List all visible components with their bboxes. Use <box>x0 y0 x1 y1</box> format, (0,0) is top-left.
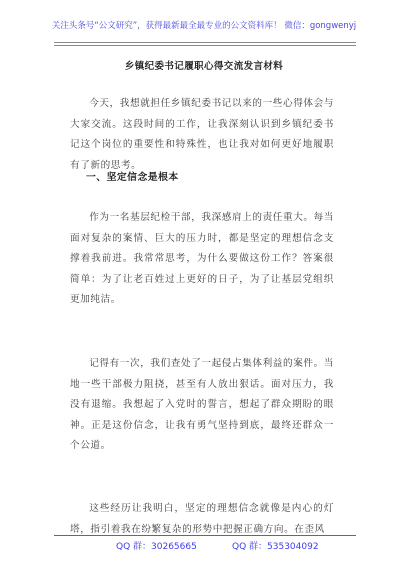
header-note: 关注头条号“公文研究”，获得最新最全最专业的公文资料库！ 微信：gongwenyj <box>51 21 357 31</box>
paragraph-intro <box>70 94 334 176</box>
paragraph-lighthouse <box>70 499 334 540</box>
paragraph-text: 记得有一次，我们查处了一起侵占集体利益的案件。当地一些干部极力阻挠，甚至有人放出狠话。面对压力，我没有退缩。我想起了入党时的誓言，想起了群众期盼的眼神。正是这份信念，让我有勇气坚持到底，最终还群众一个公道。 <box>70 358 334 451</box>
section-heading: 一、坚定信念是根本 <box>86 172 179 183</box>
footer-qq-group-1: QQ 群：30265665 <box>116 542 197 552</box>
paragraph-text: 作为一名基层纪检干部，我深感肩上的责任重大。每当面对复杂的案情、巨大的压力时，都是坚定的理想信念支撑着我前进。我常常思考，为什么要做这份工作？答案很简单：为了让老百姓过上更好的日子，为了让基层党组织更加纯洁。 <box>70 212 334 305</box>
header-divider-secondary <box>54 45 356 46</box>
paragraph-case <box>70 354 334 457</box>
footer-qq-group-2: QQ 群：535304092 <box>232 542 319 552</box>
paragraph-belief <box>70 208 334 311</box>
page-footer <box>54 535 356 552</box>
paragraph-text: 今天，我想就担任乡镇纪委书记以来的一些心得体会与大家交流。这段时间的工作，让我深刻认识到乡镇纪委书记这个岗位的重要性和特殊性，也让我对如何更好地履职有了新的思考。 <box>70 98 334 171</box>
header-divider <box>54 42 356 43</box>
paragraph-text: 这些经历让我明白，坚定的理想信念就像是内心的灯塔，指引着我在纷繁复杂的形势中把握正确方向。在歪风 <box>70 503 334 535</box>
document-title: 乡镇纪委书记履职心得交流发言材料 <box>124 61 284 72</box>
